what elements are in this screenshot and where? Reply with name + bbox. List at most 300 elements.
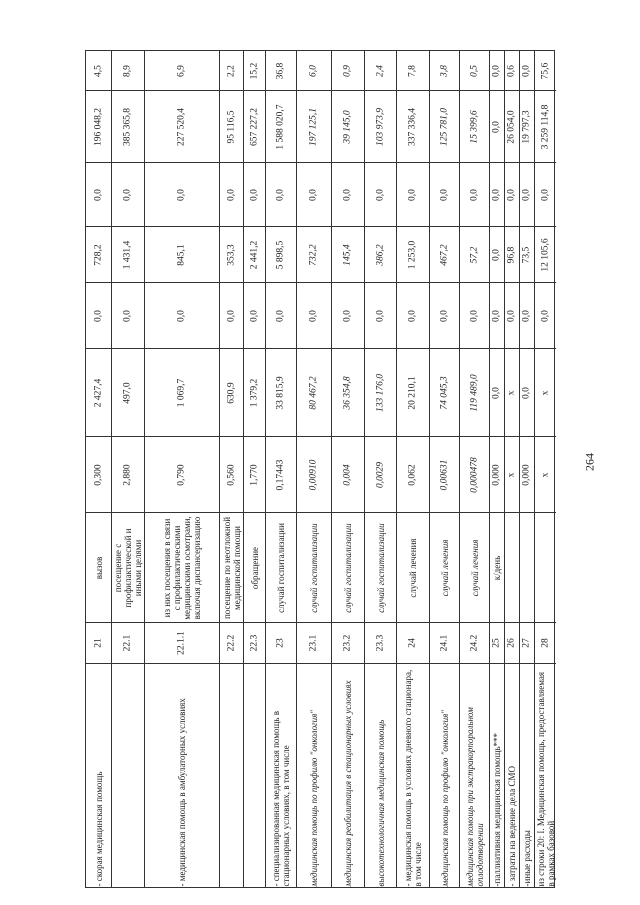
cell-text: 0,0: [375, 188, 385, 201]
page-number: 264: [582, 453, 597, 471]
cell-text: 4,5: [93, 64, 103, 77]
cell-total: [460, 91, 489, 163]
cell-total: [220, 91, 243, 163]
cell-text: 23.1: [308, 634, 319, 652]
cell-text: 1,770: [249, 463, 259, 486]
cell-c2: [112, 227, 144, 283]
cell-text: 1 069,7: [176, 378, 187, 407]
cell-text: 5 898,5: [275, 240, 286, 269]
cell-c1: [86, 283, 111, 349]
cell-text: 15,2: [249, 62, 259, 79]
cell-c3: [220, 163, 243, 227]
cell-unit: [490, 513, 504, 623]
cell-name: [490, 664, 504, 889]
cell-name: [145, 664, 219, 889]
cell-c2: [490, 227, 504, 283]
cell-text: случай лечения: [439, 539, 450, 596]
table-row: [243, 51, 265, 887]
cell-cost: [520, 349, 534, 437]
cell-name: [112, 664, 144, 889]
cell-code: [244, 623, 265, 664]
cell-text: 845,1: [176, 243, 187, 266]
cell-pct: [365, 51, 396, 91]
cell-text: 0,0: [308, 188, 319, 201]
cell-text: 96,8: [506, 246, 517, 263]
cell-text: 80 467,2: [308, 375, 319, 410]
cell-c2: [145, 227, 219, 283]
cell-text: 497,0: [122, 381, 133, 404]
cell-text: 27: [521, 638, 532, 648]
cell-c3: [86, 163, 111, 227]
cell-name: [430, 664, 459, 889]
cell-c1: [505, 283, 519, 349]
cell-code: [430, 623, 459, 664]
cell-c2: [520, 227, 534, 283]
table-row: [534, 51, 556, 887]
cell-name: [332, 664, 364, 889]
table-row: [489, 51, 504, 887]
cell-text: 6,9: [176, 64, 187, 77]
cell-name: [266, 664, 296, 889]
cell-c1: [490, 283, 504, 349]
cell-pct: [86, 51, 111, 91]
cell-c3: [112, 163, 144, 227]
cell-cost: [244, 349, 265, 437]
cell-text: 1 379,2: [249, 378, 259, 407]
cell-pct: [460, 51, 489, 91]
table-row: [111, 51, 144, 887]
cell-code: [297, 623, 331, 664]
cell-unit: [535, 513, 556, 623]
cell-norm: [244, 437, 265, 513]
cell-name: [460, 664, 489, 889]
cell-text: 0,0: [226, 188, 236, 201]
cell-unit: [266, 513, 296, 623]
cell-norm: [397, 437, 429, 513]
cell-total: [365, 91, 396, 163]
cell-text: 0,17443: [275, 459, 286, 490]
cell-text: 3 259 114,8: [540, 104, 550, 149]
cell-norm: [297, 437, 331, 513]
cell-cost: [535, 349, 556, 437]
cell-text: 119 489,0: [469, 373, 479, 412]
cell-text: 7,8: [407, 64, 418, 77]
cell-code: [365, 623, 396, 664]
cell-code: [490, 623, 504, 664]
cell-text: 728,2: [93, 243, 103, 266]
cell-text: 0,0: [491, 188, 502, 201]
cell-c1: [244, 283, 265, 349]
cell-norm: [266, 437, 296, 513]
cell-text: 196 048,2: [93, 107, 103, 146]
cell-text: 0,0: [342, 309, 353, 322]
cell-text: медицинская помощь при экстракорпоральном оплодотворении: [464, 706, 485, 886]
cell-norm: [520, 437, 534, 513]
cell-c2: [365, 227, 396, 283]
table-row: [396, 51, 429, 887]
cell-text: - скорая медицинская помощь: [93, 771, 104, 886]
cell-code: [397, 623, 429, 664]
cell-text: из строки 20: I. Медицинская помощь, предоставляемая в рамках базовой: [535, 671, 556, 886]
cell-text: случай лечения: [408, 537, 418, 598]
cell-text: вызов: [93, 556, 104, 579]
cell-c1: [297, 283, 331, 349]
cell-text: 2,880: [122, 463, 133, 486]
cell-code: [535, 623, 556, 664]
cell-c2: [266, 227, 296, 283]
cell-code: [86, 623, 111, 664]
cell-c3: [505, 163, 519, 227]
cell-c2: [430, 227, 459, 283]
cell-text: 0,062: [407, 463, 418, 486]
table-row: [331, 51, 364, 887]
cell-pct: [490, 51, 504, 91]
cell-text: 22.1: [122, 634, 133, 652]
cell-c2: [332, 227, 364, 283]
cell-text: 657 227,2: [249, 107, 259, 146]
cell-total: [86, 91, 111, 163]
cell-text: 0,0: [506, 309, 517, 322]
cell-unit: [145, 513, 219, 623]
cell-text: 26: [506, 638, 517, 648]
cell-pct: [220, 51, 243, 91]
cell-norm: [535, 437, 556, 513]
cell-text: 0,790: [176, 463, 187, 486]
cell-c1: [112, 283, 144, 349]
cell-text: - затраты на ведение дела СМО: [507, 765, 517, 886]
cell-total: [397, 91, 429, 163]
cell-text: 125 781,0: [439, 107, 449, 146]
cell-text: к/день: [492, 555, 502, 580]
cell-total: [505, 91, 519, 163]
cell-name: [535, 664, 556, 889]
cell-cost: [145, 349, 219, 437]
cell-cost: [86, 349, 111, 437]
cell-total: [297, 91, 331, 163]
cell-text: 36,8: [275, 62, 286, 79]
cell-code: [332, 623, 364, 664]
cell-text: 227 520,4: [176, 107, 187, 146]
cell-text: 0,000: [491, 463, 502, 486]
cell-text: 0,0: [521, 188, 532, 201]
cell-text: 95 116,5: [226, 110, 236, 143]
cell-text: 197 125,1: [308, 107, 319, 146]
cell-text: 28: [540, 638, 550, 648]
cell-pct: [266, 51, 296, 91]
cell-text: 0,0029: [375, 461, 385, 488]
cell-unit: [297, 513, 331, 623]
cell-text: 0,00631: [439, 459, 449, 490]
cell-text: х: [540, 472, 550, 477]
table-row: [519, 51, 534, 887]
cell-pct: [505, 51, 519, 91]
cell-text: -паллиативная медицинская помощь***: [492, 732, 502, 886]
cell-text: обращение: [249, 546, 260, 589]
cell-text: 0,0: [93, 309, 103, 322]
cell-norm: [505, 437, 519, 513]
cell-cost: [112, 349, 144, 437]
cell-text: посещение по неотложной медицинской помощи: [221, 516, 242, 619]
cell-text: х: [506, 390, 517, 395]
cell-c2: [460, 227, 489, 283]
cell-c3: [297, 163, 331, 227]
cell-cost: [365, 349, 396, 437]
cell-code: [520, 623, 534, 664]
cell-text: 36 354,8: [342, 375, 353, 410]
cell-c2: [244, 227, 265, 283]
cell-text: посещение с профилактической и иными целями: [113, 528, 143, 607]
cell-norm: [86, 437, 111, 513]
cell-cost: [430, 349, 459, 437]
cell-text: 39 145,0: [342, 109, 353, 144]
cell-c2: [505, 227, 519, 283]
cell-text: 0,0: [540, 188, 550, 201]
cell-text: 337 336,4: [407, 107, 418, 146]
cell-name: [244, 664, 265, 889]
cell-pct: [397, 51, 429, 91]
cell-norm: [365, 437, 396, 513]
cell-text: 23: [275, 638, 286, 648]
cell-c3: [266, 163, 296, 227]
cell-text: 0,0: [469, 188, 479, 201]
cell-c3: [365, 163, 396, 227]
cell-text: 385 365,8: [122, 107, 133, 146]
cell-text: 0,0: [506, 188, 517, 201]
cell-text: 0,0: [491, 309, 502, 322]
cell-unit: [112, 513, 144, 623]
cell-text: 0,0: [407, 309, 418, 322]
cell-text: 630,9: [226, 381, 236, 404]
cell-norm: [220, 437, 243, 513]
cell-c1: [520, 283, 534, 349]
cell-total: [244, 91, 265, 163]
cell-unit: [505, 513, 519, 623]
cell-c3: [535, 163, 556, 227]
cell-cost: [505, 349, 519, 437]
cell-c1: [145, 283, 219, 349]
cell-total: [145, 91, 219, 163]
cell-text: -иные расходы: [522, 829, 532, 886]
cell-cost: [332, 349, 364, 437]
cell-code: [505, 623, 519, 664]
cell-text: 133 176,0: [375, 373, 385, 412]
cell-cost: [220, 349, 243, 437]
cell-text: 33 815,9: [275, 375, 286, 410]
cell-c2: [535, 227, 556, 283]
cell-unit: [332, 513, 364, 623]
cell-text: 0,0: [491, 64, 502, 77]
cell-text: 22.3: [249, 634, 259, 652]
cell-c1: [332, 283, 364, 349]
cell-text: 0,0: [439, 309, 449, 322]
cell-text: медицинская помощь по профилю "онкология": [309, 709, 319, 886]
cell-c1: [535, 283, 556, 349]
cell-pct: [520, 51, 534, 91]
cell-total: [332, 91, 364, 163]
cell-c3: [430, 163, 459, 227]
cell-text: 1 588 020,7: [275, 103, 286, 150]
cell-pct: [332, 51, 364, 91]
cell-text: 24.2: [469, 634, 479, 652]
cell-name: [220, 664, 243, 889]
cell-text: 732,2: [308, 243, 319, 266]
cell-c3: [244, 163, 265, 227]
cell-text: 103 973,9: [375, 107, 385, 146]
table-row: [364, 51, 396, 887]
cell-text: 20 210,1: [407, 375, 418, 410]
cell-text: 0,0: [226, 309, 236, 322]
cell-cost: [490, 349, 504, 437]
cell-text: 74 045,3: [439, 375, 449, 410]
cell-pct: [112, 51, 144, 91]
cell-text: 21: [93, 638, 103, 648]
cell-text: случай госпитализации: [375, 522, 386, 613]
table-row: [86, 51, 111, 887]
budget-table: [85, 50, 555, 888]
cell-text: 0,0: [521, 64, 532, 77]
cell-unit: [460, 513, 489, 623]
cell-c1: [460, 283, 489, 349]
cell-text: 353,3: [226, 243, 236, 266]
cell-unit: [220, 513, 243, 623]
cell-text: 57,2: [469, 246, 479, 263]
cell-text: 12 105,6: [540, 237, 550, 272]
cell-text: 2,4: [375, 64, 385, 77]
cell-text: случай госпитализации: [343, 522, 353, 613]
cell-text: 0,0: [275, 188, 286, 201]
cell-text: 145,4: [342, 243, 353, 266]
cell-total: [430, 91, 459, 163]
cell-c1: [430, 283, 459, 349]
cell-text: 0,0: [249, 188, 259, 201]
cell-norm: [112, 437, 144, 513]
cell-name: [397, 664, 429, 889]
cell-text: 22.2: [226, 634, 236, 652]
cell-text: - медицинская помощь в амбулаторных условиях: [177, 697, 187, 886]
cell-text: 0,000478: [469, 456, 479, 493]
cell-cost: [266, 349, 296, 437]
cell-text: 467,2: [439, 243, 449, 266]
cell-text: 1 253,0: [407, 240, 418, 269]
cell-pct: [430, 51, 459, 91]
cell-pct: [535, 51, 556, 91]
table-row: [459, 51, 489, 887]
cell-text: 24: [407, 638, 418, 648]
cell-code: [112, 623, 144, 664]
cell-unit: [520, 513, 534, 623]
cell-text: - медицинская помощь в условиях дневного стационара, в том числе: [403, 669, 423, 886]
cell-text: случай лечения: [469, 539, 480, 596]
cell-text: 26 054,0: [506, 109, 517, 144]
cell-total: [266, 91, 296, 163]
cell-text: 0,0: [176, 188, 187, 201]
cell-text: высокотехнологичная медицинская помощь: [375, 719, 386, 886]
cell-c2: [86, 227, 111, 283]
cell-c3: [145, 163, 219, 227]
cell-text: 2 441,2: [249, 240, 259, 269]
cell-name: [520, 664, 534, 889]
cell-text: 0,0: [176, 309, 187, 322]
cell-text: 0,0: [375, 309, 385, 322]
cell-text: 73,5: [521, 246, 532, 263]
cell-text: случай госпитализации: [309, 522, 319, 613]
cell-text: 0,004: [342, 463, 353, 486]
cell-pct: [145, 51, 219, 91]
cell-cost: [460, 349, 489, 437]
cell-cost: [297, 349, 331, 437]
cell-text: х: [506, 472, 517, 477]
cell-c2: [297, 227, 331, 283]
cell-unit: [244, 513, 265, 623]
cell-total: [112, 91, 144, 163]
cell-text: 0,0: [491, 120, 502, 133]
table-row: [296, 51, 331, 887]
cell-text: 25: [491, 638, 502, 648]
cell-text: 0,5: [469, 64, 479, 77]
cell-pct: [244, 51, 265, 91]
cell-norm: [332, 437, 364, 513]
cell-text: 0,0: [521, 386, 532, 399]
cell-c3: [490, 163, 504, 227]
cell-text: 1 431,4: [122, 240, 133, 269]
cell-text: 19 797,3: [521, 109, 532, 144]
table-row: [429, 51, 459, 887]
cell-unit: [397, 513, 429, 623]
cell-total: [490, 91, 504, 163]
cell-text: 0,0: [342, 188, 353, 201]
cell-text: 0,00910: [308, 459, 319, 490]
table-row: [265, 51, 296, 887]
cell-text: 0,0: [439, 188, 449, 201]
cell-text: 0,0: [491, 248, 502, 261]
cell-text: 0,0: [93, 188, 103, 201]
cell-text: 2 427,4: [93, 378, 103, 407]
cell-text: 0,0: [521, 309, 532, 322]
cell-text: х: [540, 390, 550, 395]
cell-text: 0,0: [540, 309, 550, 322]
cell-text: 0,0: [491, 386, 502, 399]
cell-text: медицинская реабилитация в стационарных условиях: [343, 680, 353, 886]
cell-text: 0,9: [342, 64, 353, 77]
cell-unit: [86, 513, 111, 623]
cell-code: [460, 623, 489, 664]
cell-text: 23.3: [375, 634, 385, 652]
cell-unit: [365, 513, 396, 623]
cell-total: [535, 91, 556, 163]
cell-c1: [220, 283, 243, 349]
cell-c3: [332, 163, 364, 227]
cell-name: [86, 664, 111, 889]
cell-cost: [397, 349, 429, 437]
cell-text: 0,0: [308, 309, 319, 322]
cell-text: медицинская помощь по профилю "онкология": [439, 709, 450, 886]
cell-text: 0,0: [122, 188, 133, 201]
cell-text: 0,6: [506, 64, 517, 77]
cell-name: [505, 664, 519, 889]
cell-text: 6,0: [308, 64, 319, 77]
cell-norm: [490, 437, 504, 513]
cell-text: 3,8: [439, 64, 449, 77]
cell-text: случай госпитализации: [276, 522, 286, 613]
cell-norm: [460, 437, 489, 513]
cell-text: 8,9: [122, 64, 133, 77]
cell-name: [297, 664, 331, 889]
cell-text: из них посещения в связи с профилактическими медицинскими осмотрами, включая диспансеризацию: [162, 515, 202, 620]
cell-text: 23.2: [342, 634, 353, 652]
cell-text: 0,560: [226, 463, 236, 486]
cell-c3: [520, 163, 534, 227]
cell-c3: [397, 163, 429, 227]
